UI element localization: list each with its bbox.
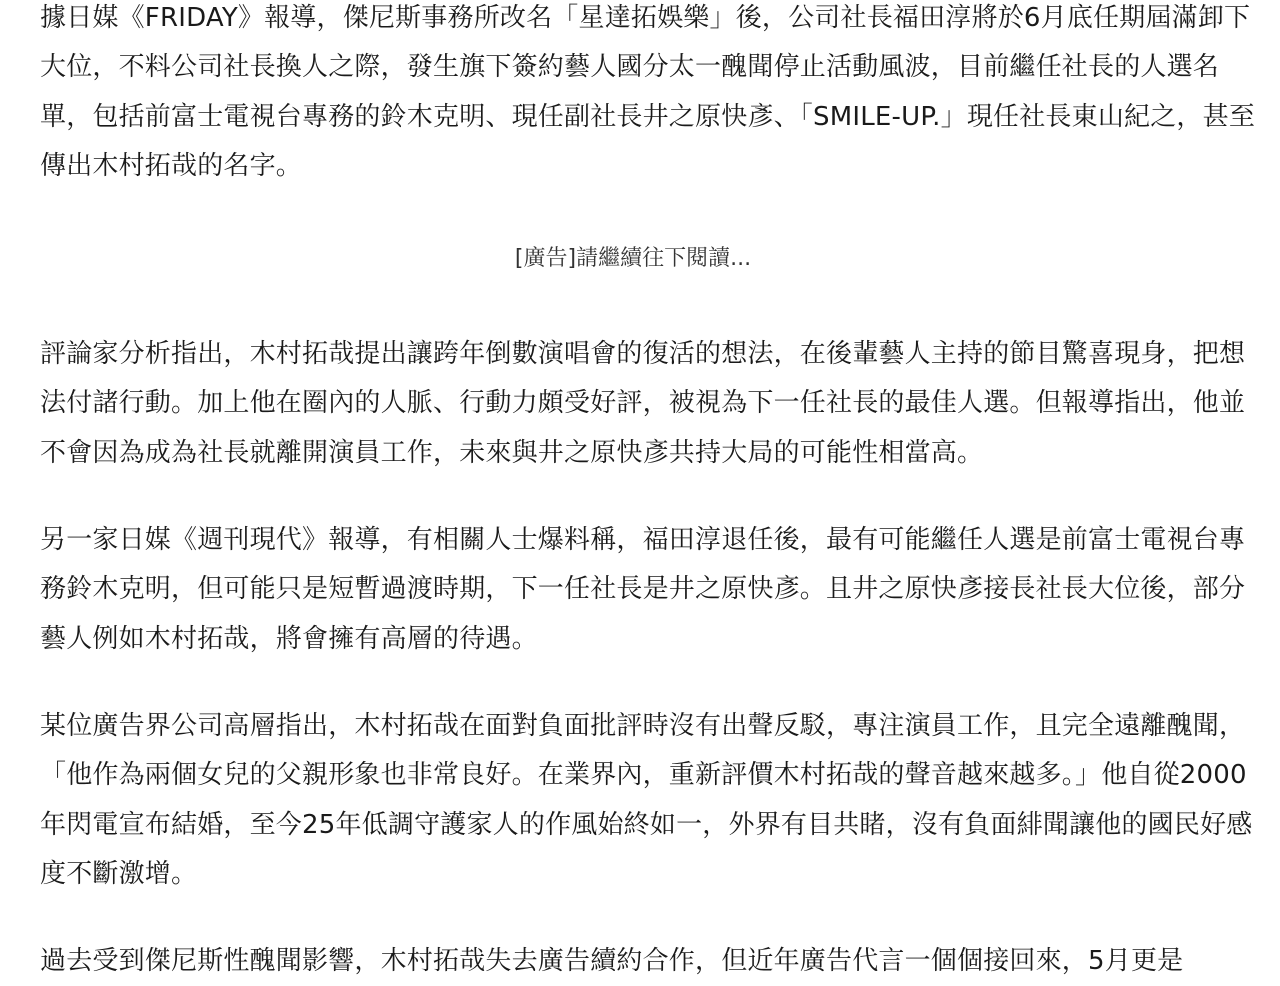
article-body (40, 0, 1256, 986)
paragraph-gap (40, 478, 1256, 516)
ad-notice: [廣告]請繼續往下閱讀... (514, 246, 752, 272)
article-paragraph-2: 評論家分析指出，木村拓哉提出讓跨年倒數演唱會的復活的想法，在後輩藝人主持的節目驚喜現身，把想法付諸行動。加上他在圈內的人脈、行動力頗受好評，被視為下一任社長的最佳人選。但報導指出，他並不會因為成為社長就離開演員工作，未來與井之原快彥共持大局的可能性相當高。 (40, 339, 1246, 468)
article-paragraph-1: 據日媒《FRIDAY》報導，傑尼斯事務所改名「星達拓娛樂」後，公司社長福田淳將於6月底任期屆滿卸下大位，不料公司社長換人之際，發生旗下簽約藝人國分太一醜聞停止活動風波，目前繼任社長的人選名單，包括前富士電視台專務的鈴木克明、現任副社長井之原快彥、「SMILE-UP.」現任社長東山紀之，甚至傳出木村拓哉的名字。 (40, 3, 1256, 181)
article-paragraph-3: 另一家日媒《週刊現代》報導，有相關人士爆料稱，福田淳退任後，最有可能繼任人選是前富士電視台專務鈴木克明，但可能只是短暫過渡時期，下一任社長是井之原快彥。且井之原快彥接長社長大位後，部分藝人例如木村拓哉，將會擁有高層的待遇。 (40, 525, 1246, 654)
paragraph-gap (40, 664, 1256, 702)
paragraph-gap (40, 899, 1256, 937)
article-paragraph-5: 過去受到傑尼斯性醜聞影響，木村拓哉失去廣告續約合作，但近年廣告代言一個個接回來，5月更是 (40, 946, 1184, 977)
article-paragraph-4: 某位廣告界公司高層指出，木村拓哉在面對負面批評時沒有出聲反駁，專注演員工作，且完全遠離醜聞，「他作為兩個女兒的父親形象也非常良好。在業界內，重新評價木村拓哉的聲音越來越多。」他自從2000年閃電宣布結婚，至今25年低調守護家人的作風始終如一，外界有目共睹，沒有負面緋聞讓他的國民好感度不斷激增。 (40, 710, 1253, 889)
